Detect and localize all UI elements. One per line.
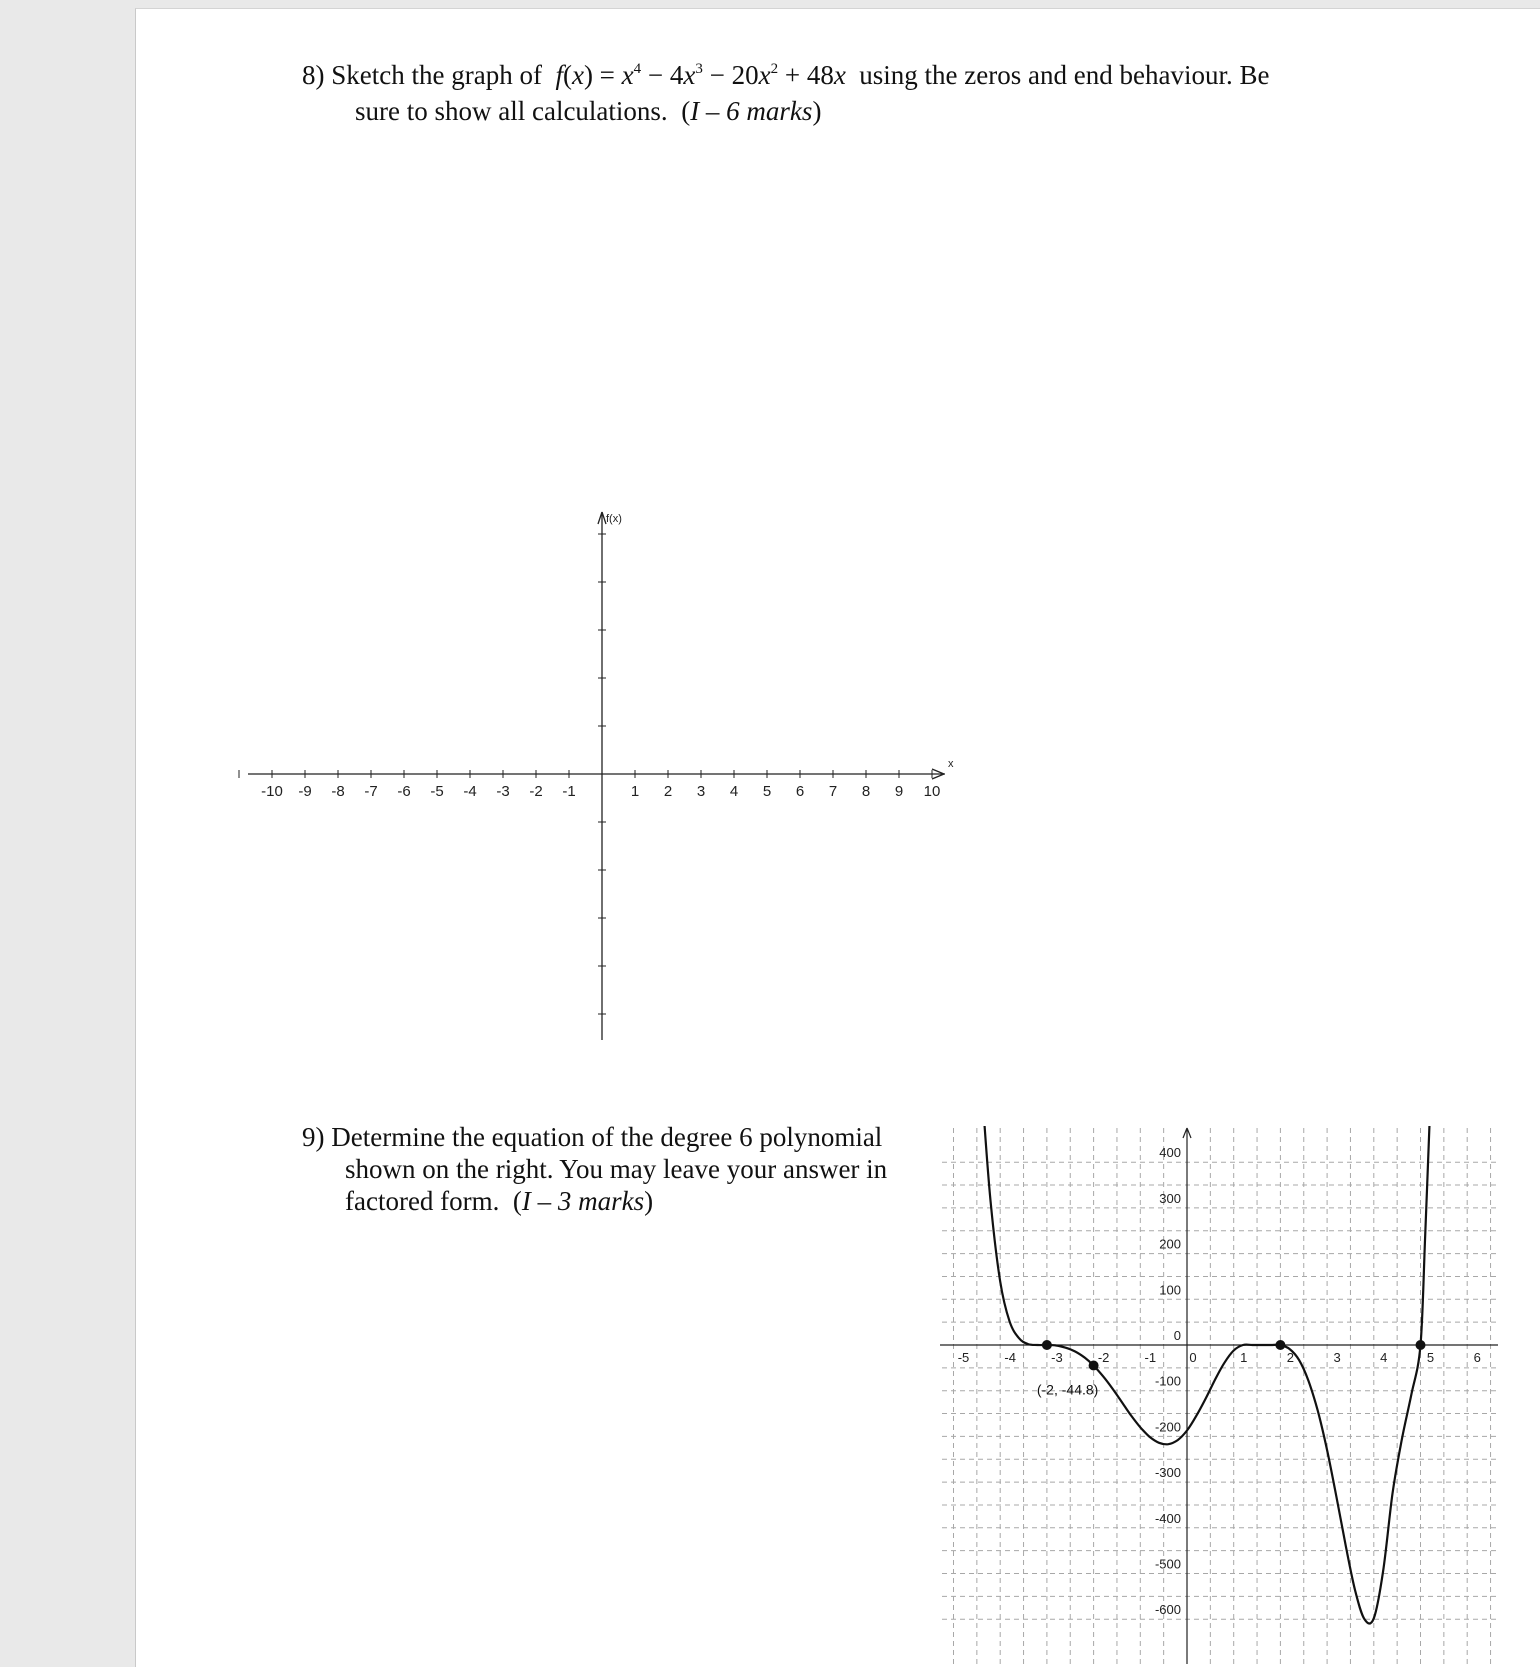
- question-8-line-2: sure to show all calculations. (I – 6 marks): [355, 96, 822, 126]
- y-tick-label: 100: [1159, 1282, 1181, 1298]
- y-tick-label: 200: [1159, 1236, 1181, 1252]
- question-9-line-3: factored form. (I – 3 marks): [345, 1186, 654, 1216]
- y-tick-label: 400: [1159, 1145, 1181, 1161]
- curve-point: [1416, 1340, 1426, 1350]
- x-tick-label: -1: [1144, 1350, 1157, 1365]
- x-tick-label: -2: [1097, 1350, 1110, 1365]
- x-tick-label: -10: [261, 783, 283, 800]
- x-tick-label: 9: [894, 783, 904, 800]
- curve-point: [1275, 1340, 1285, 1350]
- x-axis-label: x: [948, 758, 954, 770]
- question-9-marks: I – 3 marks: [521, 1186, 645, 1216]
- question-8-prompt-end: using the zeros and end behaviour. Be: [859, 60, 1270, 90]
- question-9-prompt: Determine the equation of the degree 6 polynomial: [331, 1122, 883, 1152]
- x-tick-label: 2: [663, 783, 673, 800]
- y-tick-label: -200: [1154, 1419, 1181, 1435]
- x-tick-label: -2: [529, 783, 543, 800]
- x-tick-label: 1: [630, 783, 640, 800]
- x-tick-label: -3: [496, 783, 510, 800]
- x-tick-label: 2: [1286, 1350, 1295, 1365]
- x-tick-label: 5: [1426, 1350, 1435, 1365]
- x-tick-label: 5: [762, 783, 772, 800]
- x-tick-label: 3: [1333, 1350, 1341, 1365]
- x-tick-label: -4: [463, 783, 477, 800]
- x-tick-label: -1: [562, 783, 576, 800]
- x-tick-label: -7: [364, 783, 378, 800]
- x-tick-label: 4: [729, 783, 739, 800]
- x-tick-label: -4: [1004, 1350, 1016, 1365]
- y-tick-label: -100: [1154, 1373, 1181, 1389]
- x-tick-label: 8: [861, 783, 871, 800]
- question-9-number: 9): [302, 1122, 325, 1152]
- x-tick-label: -6: [397, 783, 411, 800]
- y-tick-label: -600: [1154, 1602, 1181, 1618]
- x-tick-label: 6: [795, 783, 805, 800]
- x-tick-label: 10: [923, 783, 941, 800]
- y-axis-label: f(x): [606, 513, 622, 525]
- y-tick-label: 0: [1173, 1328, 1181, 1343]
- question-8-number: 8): [302, 60, 325, 90]
- y-tick-label: -300: [1154, 1465, 1181, 1481]
- question-8-prompt: Sketch the graph of: [331, 60, 542, 90]
- curve-point: [1042, 1340, 1052, 1350]
- curve-point: [1089, 1360, 1099, 1370]
- polynomial-curve: [984, 1117, 1430, 1624]
- x-tick-label: -3: [1051, 1350, 1063, 1365]
- question-8-instruction: sure to show all calculations.: [355, 96, 668, 126]
- y-tick-label: 300: [1159, 1190, 1181, 1206]
- x-tick-label: 0: [1189, 1350, 1197, 1365]
- x-tick-label: 6: [1473, 1350, 1481, 1365]
- x-tick-label: -9: [298, 783, 312, 800]
- x-tick-label: 1: [1240, 1350, 1248, 1365]
- x-tick-label: -8: [331, 783, 345, 800]
- y-tick-label: -400: [1154, 1510, 1181, 1526]
- x-tick-label: -5: [430, 783, 444, 800]
- question-9-prompt-end: factored form.: [345, 1186, 500, 1216]
- x-tick-label: 4: [1380, 1350, 1388, 1365]
- question-9-line-2: shown on the right. You may leave your answer in: [345, 1154, 888, 1184]
- x-tick-label: -5: [957, 1350, 970, 1365]
- function-equation: $f(x) = x^4 - 4x^3 - 20x^2 + 48x$: [555, 60, 846, 90]
- question-8-marks: I – 6 marks: [690, 96, 813, 126]
- x-tick-label: 3: [696, 783, 706, 800]
- point-label: (-2, -44.8): [1036, 1381, 1099, 1398]
- x-tick-label: 7: [828, 783, 838, 800]
- y-tick-label: -500: [1154, 1556, 1181, 1572]
